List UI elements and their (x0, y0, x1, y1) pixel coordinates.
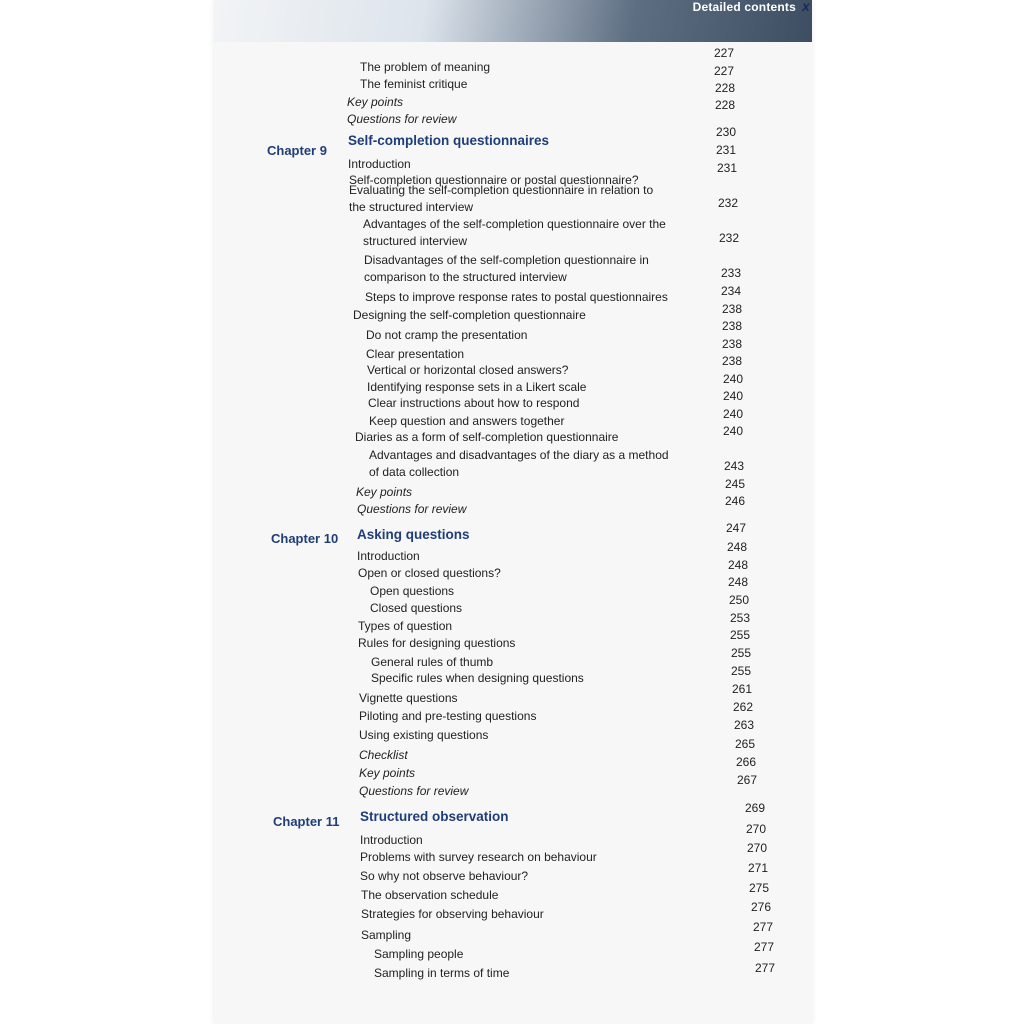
chapter-9-label: Chapter 9 (267, 143, 327, 158)
page-number: 238 (721, 319, 742, 333)
chapter-10-label: Chapter 10 (271, 531, 339, 546)
page-number: 247 (725, 521, 746, 535)
toc-entry: Strategies for observing behaviour (361, 907, 544, 921)
toc-entry: Open questions (370, 584, 455, 598)
page-number: 233 (720, 266, 741, 280)
toc-entry: Designing the self-completion questionnaire (353, 308, 586, 322)
toc-entry: Keep question and answers together (369, 414, 565, 428)
page-number: 227 (713, 46, 734, 60)
page-number: 270 (746, 841, 767, 855)
page-number: 277 (753, 940, 774, 954)
toc-entry: Specific rules when designing questions (371, 671, 584, 685)
toc-entry: Questions for review (347, 112, 457, 126)
toc-entry: Piloting and pre-testing questions (359, 709, 537, 723)
header-mark: x (802, 0, 810, 14)
page-number: 266 (735, 755, 756, 769)
page-number: 262 (732, 700, 753, 714)
page-number: 255 (729, 628, 750, 642)
toc-entry: Advantages and disadvantages of the diary as a method of data collection (369, 448, 669, 479)
toc-entry: Key points (356, 485, 413, 499)
toc-entry: The observation schedule (361, 888, 499, 902)
page-number: 248 (726, 540, 747, 554)
page-number: 263 (733, 718, 754, 732)
page-number: 238 (721, 337, 742, 351)
page-number: 276 (750, 900, 771, 914)
chapter-11-title: Structured observation (360, 809, 509, 824)
toc-entry: So why not observe behaviour? (360, 869, 529, 883)
page-number: 228 (714, 98, 735, 112)
page-number: 234 (720, 284, 741, 298)
toc-entry: Disadvantages of the self-completion questionnaire in comparison to the structured interview (364, 253, 649, 284)
page-number: 261 (731, 682, 752, 696)
toc-entry: Sampling in terms of time (374, 966, 510, 980)
page-number: 240 (722, 372, 743, 386)
toc-entry: Do not cramp the presentation (366, 328, 528, 342)
toc-entry: Vertical or horizontal closed answers? (367, 363, 569, 377)
page-number: 228 (714, 81, 735, 95)
toc-entry: Open or closed questions? (358, 566, 501, 580)
toc-entry: Types of question (358, 619, 453, 633)
page-number: 277 (754, 961, 775, 975)
toc-entry: Introduction (357, 549, 420, 563)
toc-entry: Questions for review (357, 502, 467, 516)
toc-entry: Identifying response sets in a Likert scale (367, 380, 587, 394)
page-number: 270 (745, 822, 766, 836)
toc-entry: Questions for review (359, 784, 469, 798)
page-number: 271 (747, 861, 768, 875)
page-number: 238 (721, 354, 742, 368)
page-number: 265 (734, 737, 755, 751)
toc-entry: Rules for designing questions (358, 636, 516, 650)
toc-entry: Key points (359, 766, 416, 780)
page-number: 227 (713, 64, 734, 78)
page-number: 238 (721, 302, 742, 316)
toc-entry: Vignette questions (359, 691, 458, 705)
toc-entry: Clear presentation (366, 347, 465, 361)
toc-entry: Diaries as a form of self-completion questionnaire (355, 430, 619, 444)
page-number: 230 (715, 125, 736, 139)
page-number: 232 (717, 196, 738, 210)
toc-entry: Using existing questions (359, 728, 489, 742)
toc-entry: Introduction (360, 833, 423, 847)
toc-entry: Steps to improve response rates to postal questionnaires (365, 290, 668, 304)
toc-entry: Sampling (361, 928, 412, 942)
toc-entry: Introduction (348, 157, 411, 171)
toc-entry: Sampling people (374, 947, 464, 961)
page-number: 275 (748, 881, 769, 895)
chapter-11-label: Chapter 11 (273, 814, 340, 829)
page-number: 248 (727, 575, 748, 589)
toc-entry: Checklist (359, 748, 408, 762)
toc-entry: Clear instructions about how to respond (368, 396, 580, 410)
page-number: 232 (718, 231, 739, 245)
toc-entry: Closed questions (370, 601, 463, 615)
toc-entry: Advantages of the self-completion questionnaire over the structured interview (363, 217, 666, 248)
page-number: 255 (730, 646, 751, 660)
page-number: 243 (723, 459, 744, 473)
toc-entry: Key points (347, 95, 404, 109)
chapter-9-title: Self-completion questionnaires (348, 133, 550, 148)
page-number: 231 (716, 161, 737, 175)
page-number: 240 (722, 424, 743, 438)
toc-entry: The feminist critique (360, 77, 468, 91)
running-header-title: Detailed contents (692, 0, 796, 14)
page-number: 245 (724, 477, 745, 491)
toc-entry: Self-completion questionnaire or postal questionnaire? (349, 173, 639, 187)
page-number: 269 (744, 801, 765, 815)
page-number: 250 (728, 593, 749, 607)
page-number: 255 (730, 664, 751, 678)
toc-entry: General rules of thumb (371, 655, 494, 669)
page-number: 231 (715, 143, 736, 157)
page-number: 240 (722, 407, 743, 421)
toc-entry: The problem of meaning (360, 60, 491, 74)
page-number: 246 (724, 494, 745, 508)
page-number: 240 (722, 389, 743, 403)
page-number: 267 (736, 773, 757, 787)
page-number: 248 (727, 558, 748, 572)
page-number: 253 (729, 611, 750, 625)
toc-entry: Evaluating the self-completion questionnaire in relation to the structured interview (349, 183, 654, 214)
chapter-10-title: Asking questions (357, 527, 470, 542)
toc-entry: Problems with survey research on behaviour (360, 850, 597, 864)
page-number: 277 (752, 920, 773, 934)
